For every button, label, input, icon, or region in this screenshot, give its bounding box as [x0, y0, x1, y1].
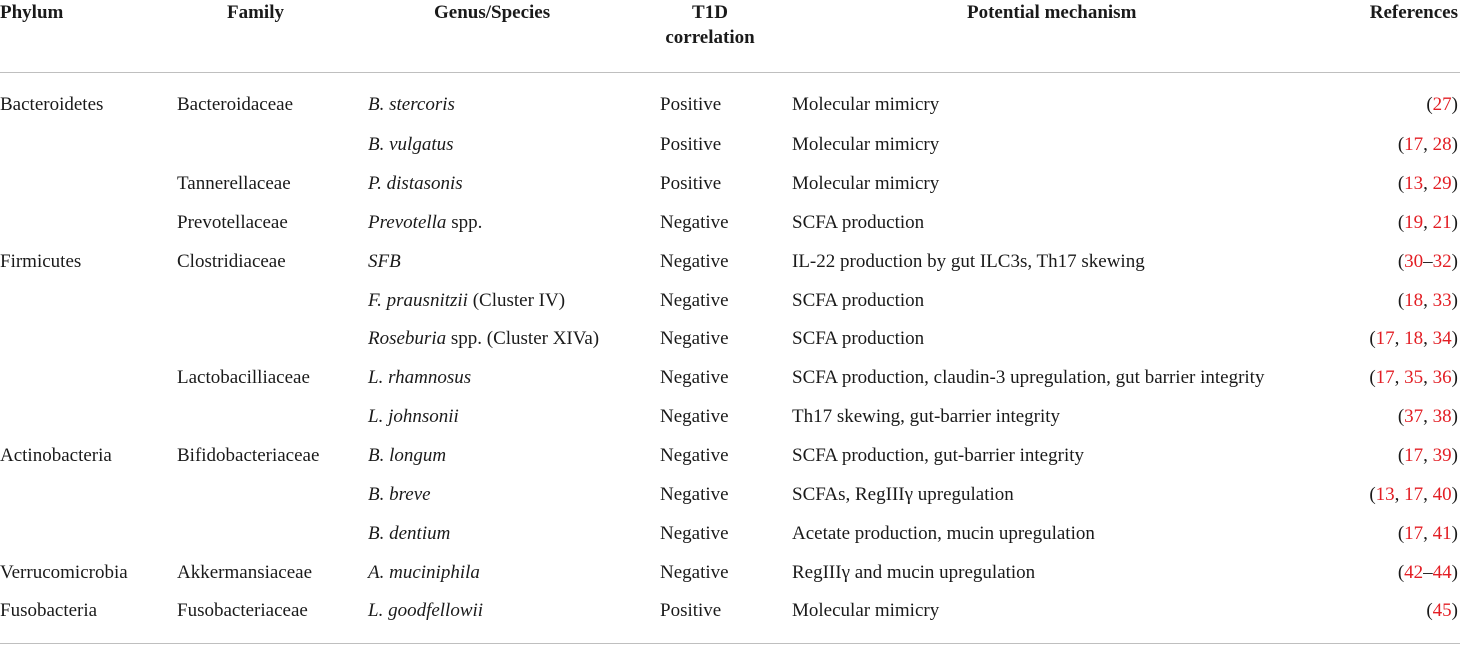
cell-family: Prevotellaceae: [177, 212, 288, 233]
reference-link[interactable]: 17: [1404, 134, 1424, 155]
table-row: [0, 172, 1460, 211]
cell-references: [1398, 211, 1458, 235]
cell-t1d-correlation: Negative: [660, 367, 729, 388]
cell-references: [1398, 405, 1458, 429]
ref-close-paren: ): [1451, 600, 1458, 621]
reference-link[interactable]: 17: [1404, 484, 1424, 505]
cell-mechanism: Molecular mimicry: [792, 94, 940, 115]
cell-references: [1369, 327, 1458, 351]
cell-genus: [368, 172, 463, 196]
reference-link[interactable]: 29: [1432, 173, 1452, 194]
cell-phylum: Verrucomicrobia: [0, 562, 128, 583]
ref-separator: ,: [1423, 406, 1433, 427]
reference-link[interactable]: 39: [1432, 445, 1452, 466]
cell-genus: [368, 93, 455, 117]
ref-close-paren: ): [1451, 134, 1458, 155]
cell-references: [1398, 133, 1458, 157]
cell-mechanism: SCFA production, claudin-3 upregulation, gut barrier integrity: [792, 367, 1265, 388]
ref-open-paren: (: [1397, 251, 1405, 272]
cell-t1d-correlation: Positive: [660, 600, 722, 621]
cell-genus: [368, 211, 482, 235]
reference-link[interactable]: 32: [1432, 251, 1452, 272]
reference-link[interactable]: 40: [1432, 484, 1452, 505]
cell-references: [1398, 561, 1458, 585]
reference-link[interactable]: 45: [1432, 600, 1452, 621]
ref-separator: ,: [1423, 328, 1433, 349]
cell-family: Clostridiaceae: [177, 251, 286, 272]
cell-t1d-correlation: Positive: [660, 173, 722, 194]
cell-mechanism: SCFA production, gut-barrier integrity: [792, 445, 1084, 466]
cell-mechanism: SCFA production: [792, 290, 925, 311]
cell-t1d-correlation: Negative: [660, 328, 729, 349]
ref-open-paren: (: [1397, 173, 1405, 194]
cell-genus: [368, 366, 471, 390]
cell-mechanism: SCFA production: [792, 328, 925, 349]
genus-qualifier: spp. (Cluster XIVa): [446, 328, 600, 349]
ref-close-paren: ): [1451, 523, 1458, 544]
ref-open-paren: (: [1426, 600, 1433, 621]
cell-genus: [368, 599, 483, 623]
cell-genus: [368, 327, 599, 351]
cell-t1d-correlation: Negative: [660, 406, 729, 427]
table-row: [0, 522, 1460, 561]
ref-separator: ,: [1423, 173, 1433, 194]
cell-references: [1369, 483, 1458, 507]
cell-t1d-correlation: Positive: [660, 94, 722, 115]
table-row: [0, 93, 1460, 132]
header-mechanism: Potential mechanism: [967, 2, 1137, 23]
reference-link[interactable]: 38: [1432, 406, 1452, 427]
cell-t1d-correlation: Negative: [660, 212, 729, 233]
ref-separator: ,: [1423, 445, 1433, 466]
cell-mechanism: Molecular mimicry: [792, 600, 940, 621]
cell-mechanism: Th17 skewing, gut-barrier integrity: [792, 406, 1061, 427]
ref-close-paren: ): [1451, 367, 1458, 388]
table-row: [0, 211, 1460, 250]
reference-link[interactable]: 27: [1432, 94, 1452, 115]
header-t1d: [660, 0, 760, 50]
reference-link[interactable]: 42: [1404, 562, 1424, 583]
cell-references: [1398, 172, 1458, 196]
ref-open-paren: (: [1397, 445, 1405, 466]
reference-link[interactable]: 18: [1404, 328, 1424, 349]
ref-open-paren: (: [1397, 523, 1405, 544]
reference-link[interactable]: 34: [1432, 328, 1452, 349]
genus-name: B. breve: [368, 484, 431, 505]
table-row: [0, 599, 1460, 638]
ref-close-paren: ): [1451, 94, 1458, 115]
cell-references: [1398, 250, 1458, 274]
cell-genus: [368, 405, 459, 429]
reference-link[interactable]: 17: [1404, 445, 1424, 466]
genus-name: B. vulgatus: [368, 134, 454, 155]
cell-mechanism: IL-22 production by gut ILC3s, Th17 skewing: [792, 251, 1145, 272]
table-row: [0, 561, 1460, 600]
header-genus: Genus/Species: [434, 2, 551, 23]
cell-family: Tannerellaceae: [177, 173, 291, 194]
reference-link[interactable]: 36: [1432, 367, 1452, 388]
cell-mechanism: SCFAs, RegIIIγ upregulation: [792, 484, 1014, 505]
reference-link[interactable]: 30: [1404, 251, 1424, 272]
ref-separator: ,: [1423, 367, 1433, 388]
cell-references: [1398, 522, 1458, 546]
reference-link[interactable]: 28: [1432, 134, 1452, 155]
cell-references: [1398, 289, 1458, 313]
cell-t1d-correlation: Negative: [660, 484, 729, 505]
reference-link[interactable]: 21: [1432, 212, 1452, 233]
ref-open-paren: (: [1397, 212, 1405, 233]
cell-genus: [368, 250, 401, 274]
genus-name: Prevotella: [368, 212, 447, 233]
reference-link[interactable]: 17: [1404, 523, 1424, 544]
ref-close-paren: ): [1451, 173, 1458, 194]
ref-open-paren: (: [1369, 484, 1376, 505]
ref-close-paren: ): [1451, 562, 1458, 583]
cell-family: Lactobacilliaceae: [177, 367, 310, 388]
cell-references: [1369, 366, 1458, 390]
ref-close-paren: ): [1451, 406, 1458, 427]
table-header: [0, 0, 1460, 72]
ref-open-paren: (: [1397, 290, 1405, 311]
ref-open-paren: (: [1369, 367, 1376, 388]
ref-close-paren: ): [1451, 212, 1458, 233]
cell-t1d-correlation: Negative: [660, 290, 729, 311]
cell-phylum: Firmicutes: [0, 251, 82, 272]
ref-separator: –: [1423, 562, 1433, 583]
cell-genus: [368, 561, 480, 585]
reference-link[interactable]: 37: [1404, 406, 1424, 427]
cell-mechanism: Molecular mimicry: [792, 134, 940, 155]
genus-name: B. dentium: [368, 523, 451, 544]
genus-name: SFB: [368, 251, 401, 272]
reference-link[interactable]: 44: [1432, 562, 1452, 583]
cell-genus: [368, 289, 565, 313]
ref-separator: ,: [1394, 328, 1405, 349]
ref-separator: ,: [1423, 523, 1433, 544]
table-row: [0, 133, 1460, 172]
table-row: [0, 327, 1460, 366]
cell-mechanism: Acetate production, mucin upregulation: [792, 523, 1095, 544]
cell-phylum: Bacteroidetes: [0, 94, 104, 115]
cell-references: [1426, 93, 1458, 117]
ref-open-paren: (: [1397, 562, 1405, 583]
cell-t1d-correlation: Negative: [660, 445, 729, 466]
reference-link[interactable]: 19: [1404, 212, 1424, 233]
header-references: References: [1369, 2, 1458, 23]
ref-separator: ,: [1394, 367, 1405, 388]
header-t1d-line1: T1D: [692, 2, 728, 23]
cell-genus: [368, 444, 446, 468]
header-phylum: Phylum: [0, 2, 64, 23]
ref-close-paren: ): [1451, 484, 1458, 505]
genus-name: A. muciniphila: [368, 562, 480, 583]
cell-family: Bacteroidaceae: [177, 94, 294, 115]
genus-name: L. goodfellowii: [368, 600, 484, 621]
genus-name: Roseburia: [368, 328, 447, 349]
reference-link[interactable]: 17: [1375, 367, 1395, 388]
reference-link[interactable]: 13: [1375, 484, 1395, 505]
genus-name: L. rhamnosus: [368, 367, 472, 388]
table-row: [0, 289, 1460, 328]
ref-open-paren: (: [1397, 406, 1405, 427]
ref-close-paren: ): [1451, 290, 1458, 311]
cell-phylum: Actinobacteria: [0, 445, 112, 466]
table-row: [0, 405, 1460, 444]
ref-open-paren: (: [1397, 134, 1405, 155]
cell-family: Fusobacteriaceae: [177, 600, 308, 621]
reference-link[interactable]: 35: [1404, 367, 1424, 388]
bottom-rule: [0, 643, 1460, 644]
cell-t1d-correlation: Negative: [660, 251, 729, 272]
genus-qualifier: (Cluster IV): [467, 290, 566, 311]
table-row: [0, 366, 1460, 405]
genus-name: B. stercoris: [368, 94, 455, 115]
table-row: [0, 444, 1460, 483]
ref-separator: –: [1423, 251, 1433, 272]
cell-genus: [368, 133, 454, 157]
cell-family: Akkermansiaceae: [177, 562, 313, 583]
cell-family: Bifidobacteriaceae: [177, 445, 320, 466]
cell-genus: [368, 522, 450, 546]
ref-open-paren: (: [1369, 328, 1376, 349]
cell-genus: [368, 483, 431, 507]
cell-mechanism: SCFA production: [792, 212, 925, 233]
genus-name: L. johnsonii: [368, 406, 459, 427]
ref-separator: ,: [1423, 134, 1433, 155]
cell-t1d-correlation: Negative: [660, 523, 729, 544]
cell-t1d-correlation: Negative: [660, 562, 729, 583]
reference-link[interactable]: 41: [1432, 523, 1452, 544]
ref-separator: ,: [1423, 290, 1433, 311]
cell-phylum: Fusobacteria: [0, 600, 98, 621]
ref-separator: ,: [1423, 212, 1433, 233]
header-t1d-line2: correlation: [665, 27, 755, 48]
genus-name: P. distasonis: [368, 173, 463, 194]
cell-mechanism: Molecular mimicry: [792, 173, 940, 194]
cell-mechanism: RegIIIγ and mucin upregulation: [792, 562, 1036, 583]
ref-close-paren: ): [1451, 328, 1458, 349]
genus-qualifier: spp.: [446, 212, 483, 233]
header-family: Family: [227, 2, 284, 23]
genus-name: F. prausnitzii: [368, 290, 468, 311]
reference-link[interactable]: 13: [1404, 173, 1424, 194]
ref-close-paren: ): [1451, 445, 1458, 466]
ref-separator: ,: [1394, 484, 1405, 505]
reference-link[interactable]: 17: [1375, 328, 1395, 349]
table-row: [0, 250, 1460, 289]
cell-references: [1398, 444, 1458, 468]
reference-link[interactable]: 33: [1432, 290, 1452, 311]
reference-link[interactable]: 18: [1404, 290, 1424, 311]
ref-close-paren: ): [1451, 251, 1458, 272]
cell-t1d-correlation: Positive: [660, 134, 722, 155]
table-row: [0, 483, 1460, 522]
genus-name: B. longum: [368, 445, 447, 466]
ref-open-paren: (: [1426, 94, 1433, 115]
header-rule: [0, 72, 1460, 73]
cell-references: [1426, 599, 1458, 623]
ref-separator: ,: [1423, 484, 1433, 505]
